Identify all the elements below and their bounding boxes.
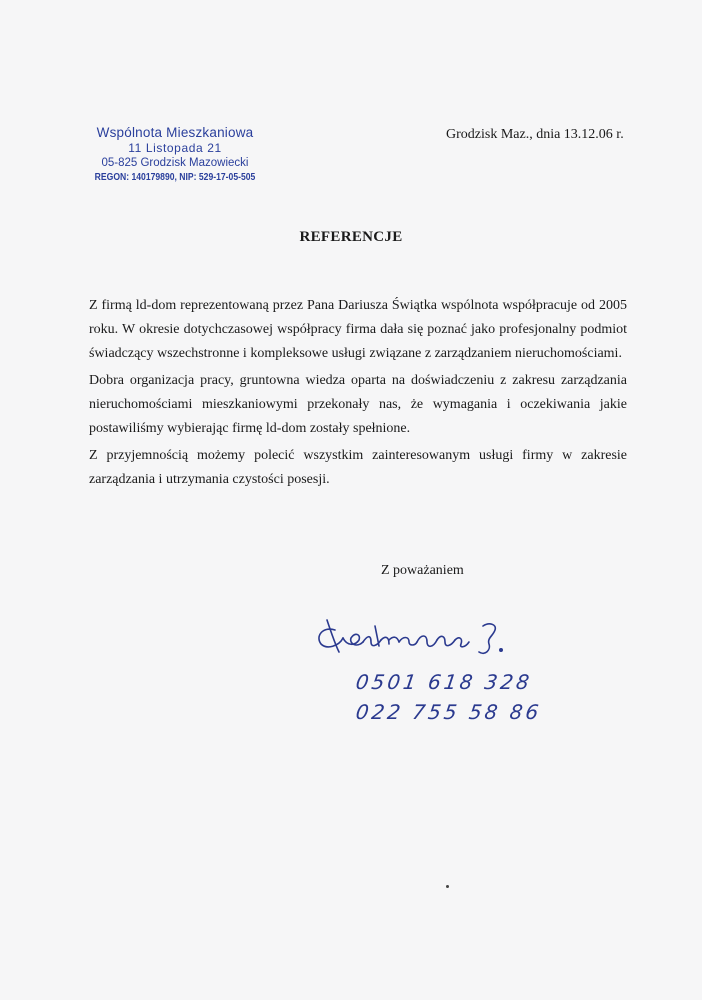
stamp-org-name: Wspólnota Mieszkaniowa: [96, 125, 254, 140]
paragraph-3: Z przyjemnością możemy polecić wszystkim zainteresowanym usługi firmy w zakresie zarządzania i utrzymania czystości posesji.: [89, 448, 627, 487]
paragraph-1: Z firmą ld-dom reprezentowaną przez Pana Dariusza Świątka wspólnota współpracuje od 2005 roku. W okresie dotychczasowej współpracy firma dała się poznać jako profesjonalny podmiot świadczący wszechstronne i kompleksowe usługi związane z zarządzaniem nieruchomościami.: [89, 298, 627, 361]
closing-phrase: Z poważaniem: [381, 563, 464, 578]
document-title: REFERENCJE: [299, 229, 403, 245]
paper-speck: [446, 885, 449, 888]
letter-body: [89, 294, 627, 495]
handwritten-signature: [305, 612, 525, 662]
place-and-date: Grodzisk Maz., dnia 13.12.06 r.: [446, 127, 624, 142]
stamp-street: 11 Listopada 21: [128, 141, 222, 155]
stamp-regon-nip: REGON: 140179890, NIP: 529-17-05-505: [94, 172, 256, 183]
organization-stamp: [70, 125, 280, 185]
stamp-city: 05-825 Grodzisk Mazowiecki: [101, 157, 249, 169]
paragraph-2: Dobra organizacja pracy, gruntowna wiedza oparta na doświadczeniu z zakresu zarządzania nieruchomościami mieszkaniowymi przekonały nas, że wymagania i oczekiwania jakie postawiliśmy wybierając firmę ld-dom zostały spełnione.: [89, 373, 627, 436]
handwritten-phone-2: 022 755 58 86: [354, 700, 544, 724]
handwritten-phone-1: 0501 618 328: [354, 670, 534, 694]
